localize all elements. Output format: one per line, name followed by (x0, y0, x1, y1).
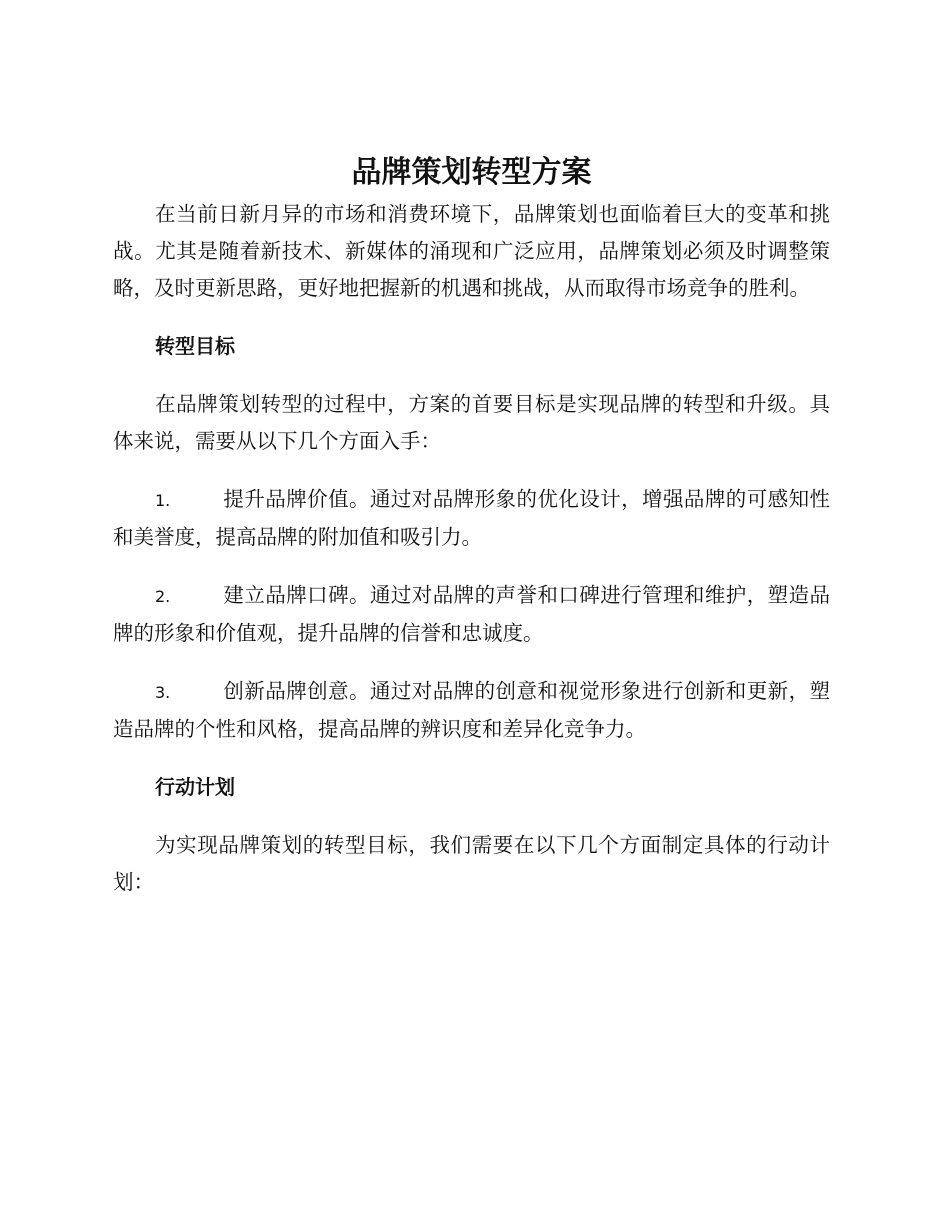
goals-paragraph: 在品牌策划转型的过程中，方案的首要目标是实现品牌的转型和升级。具体来说，需要从以下几个方面入手： (113, 392, 830, 453)
list-item-text: 建立品牌口碑。通过对品牌的声誉和口碑进行管理和维护，塑造品牌的形象和价值观，提升品牌的信誉和忠诚度。 (113, 583, 830, 645)
intro-paragraph: 在当前日新月异的市场和消费环境下，品牌策划也面临着巨大的变革和挑战。尤其是随着新技术、新媒体的涌现和广泛应用，品牌策划必须及时调整策略，及时更新思路，更好地把握新的机遇和挑战，从而取得市场竞争的胜利。 (113, 202, 830, 300)
list-item (113, 577, 830, 652)
list-item-number: 2. (155, 587, 171, 606)
list-item-text: 创新品牌创意。通过对品牌的创意和视觉形象进行创新和更新，塑造品牌的个性和风格，提高品牌的辨识度和差异化竞争力。 (113, 679, 830, 741)
list-item-number: 1. (155, 491, 171, 510)
list-item (113, 481, 830, 556)
list-item (113, 673, 830, 748)
section-heading-goals: 转型目标 (155, 334, 235, 358)
action-plan-paragraph: 为实现品牌策划的转型目标，我们需要在以下几个方面制定具体的行动计划： (113, 833, 830, 894)
document-content (113, 150, 830, 922)
list-item-text: 提升品牌价值。通过对品牌形象的优化设计，增强品牌的可感知性和美誉度，提高品牌的附加值和吸引力。 (113, 487, 830, 549)
section-heading-action-plan: 行动计划 (155, 775, 235, 799)
document-title: 品牌策划转型方案 (351, 155, 592, 190)
list-item-number: 3. (155, 683, 171, 702)
